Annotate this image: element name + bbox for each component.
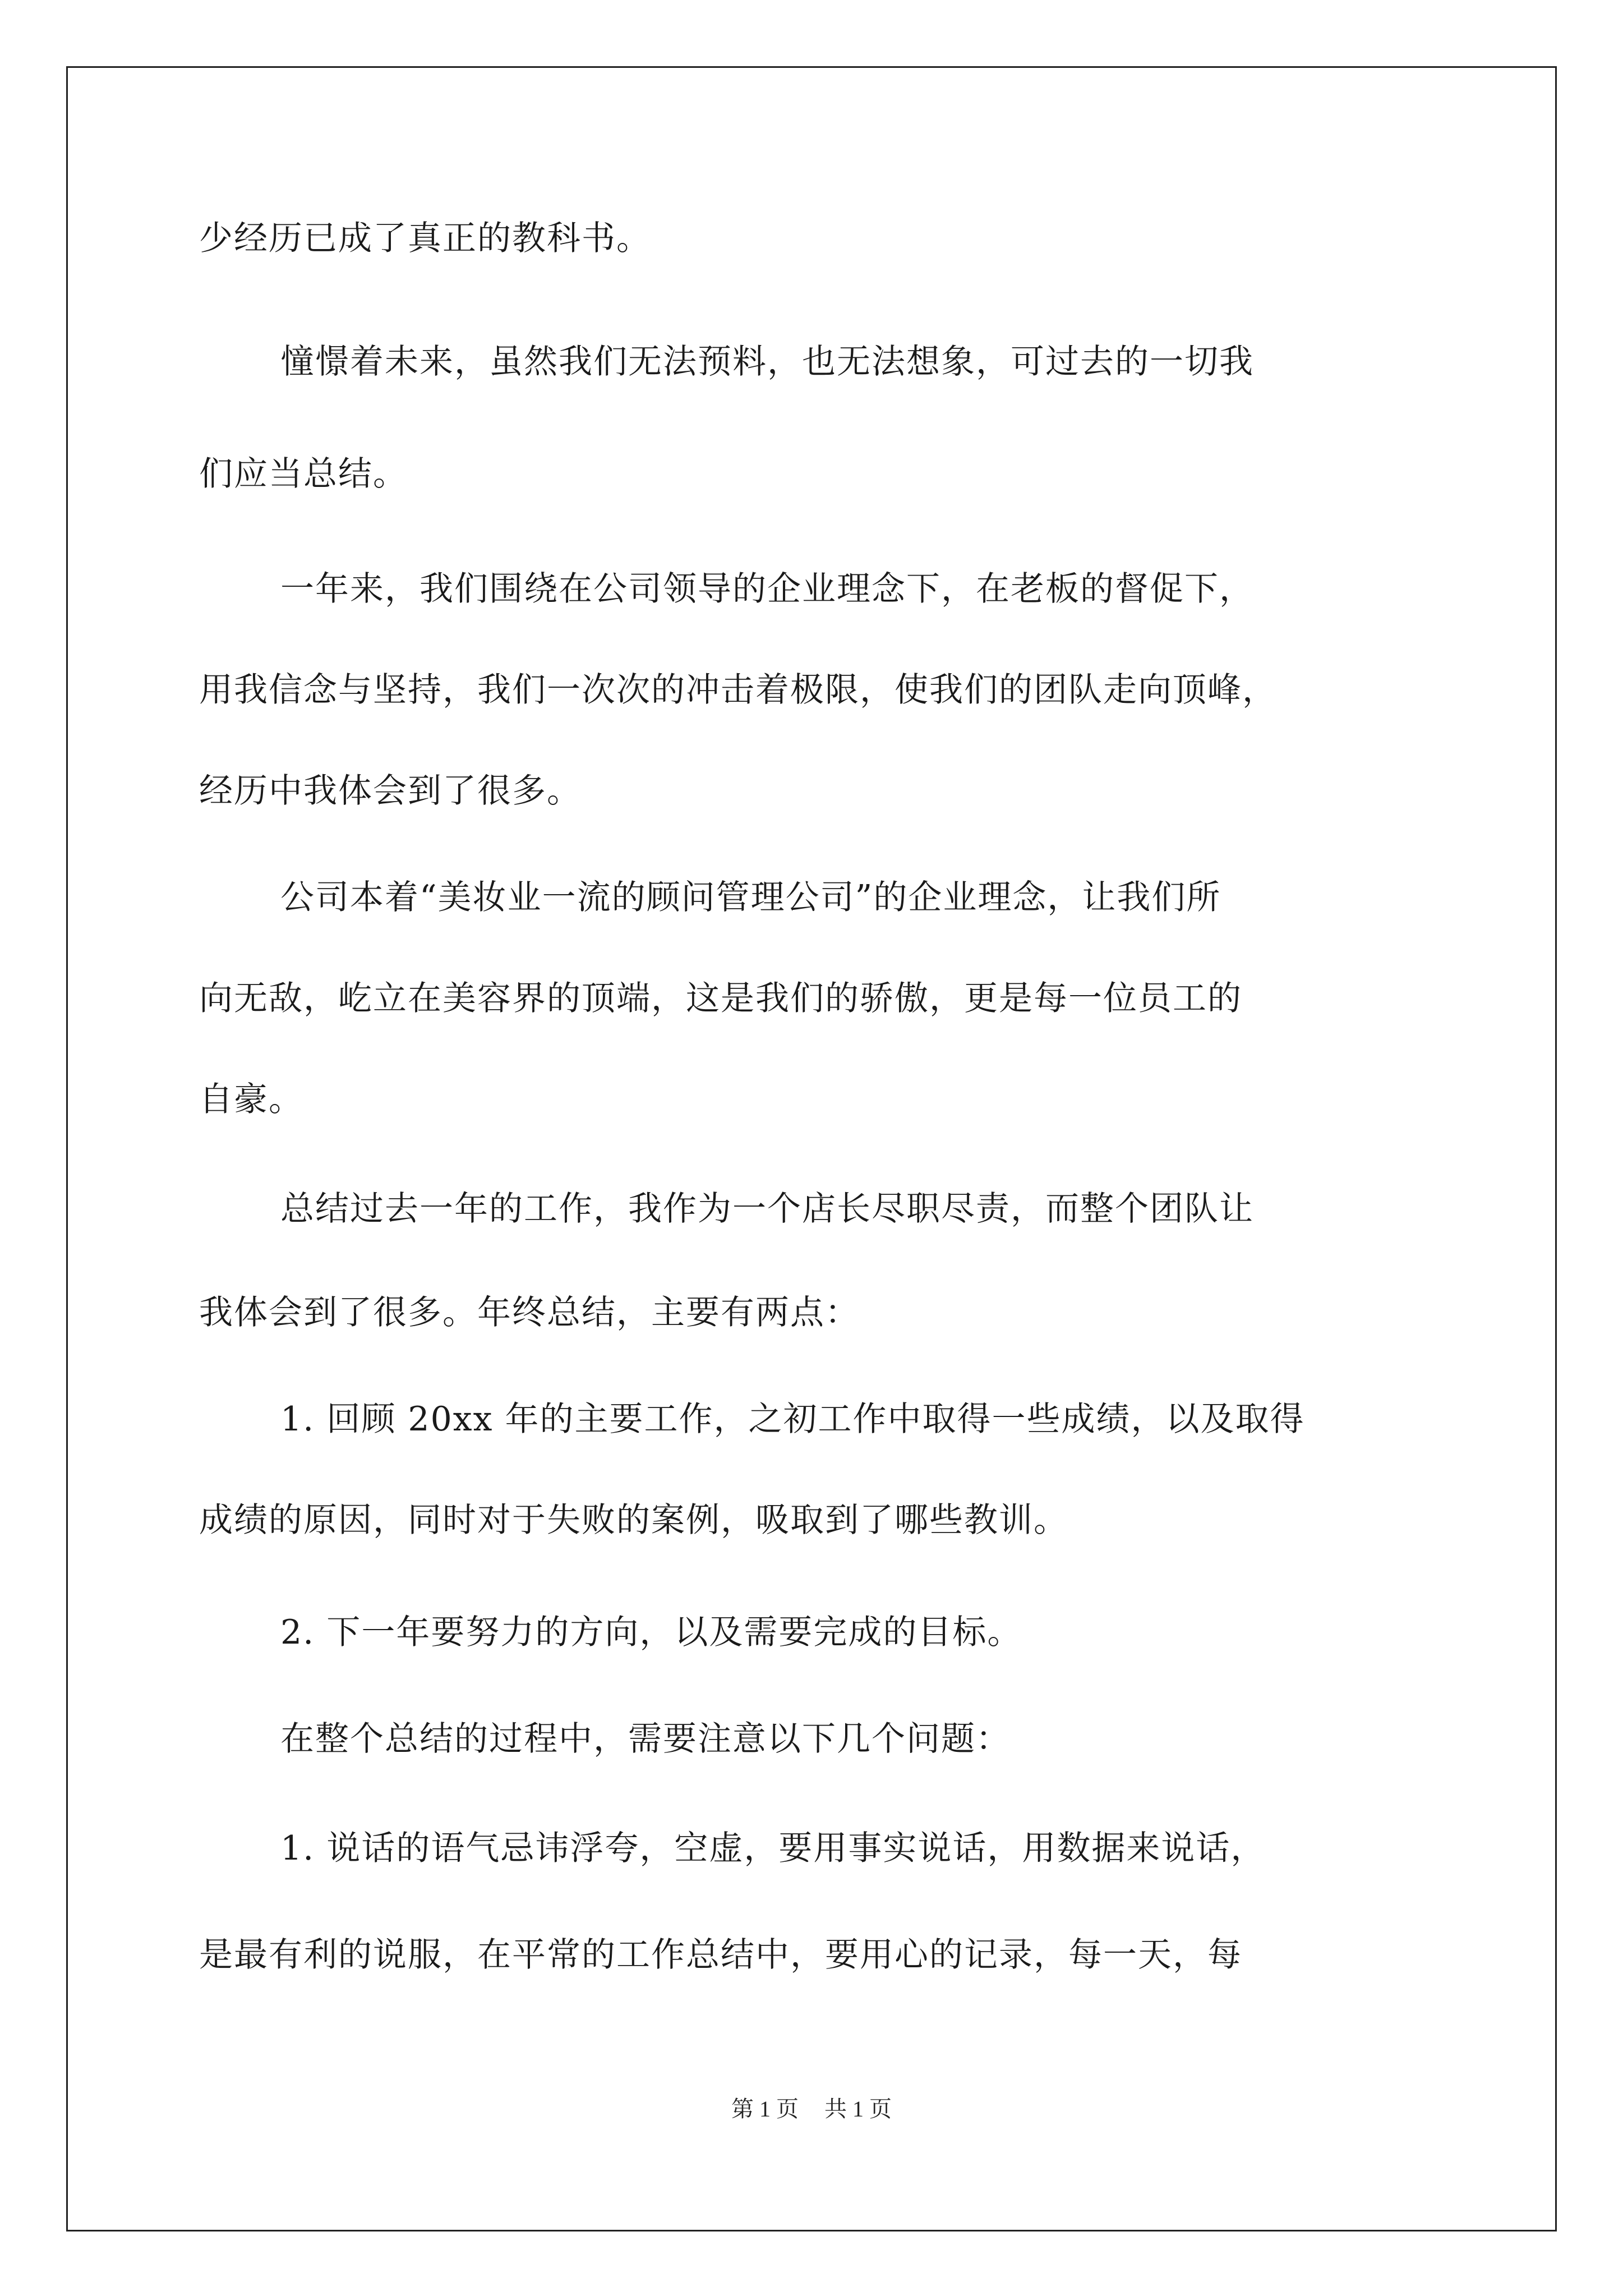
text-line: 憧憬着未来，虽然我们无法预料，也无法想象，可过去的一切我	[280, 342, 1254, 381]
text-line: 少经历已成了真正的教科书。	[199, 219, 651, 258]
text-line: 1. 说话的语气忌讳浮夸，空虚，要用事实说话，用数据来说话，	[280, 1829, 1266, 1868]
text-line: 向无敌，屹立在美容界的顶端，这是我们的骄傲，更是每一位员工的	[199, 979, 1242, 1018]
page-number-total: 共 1 页	[824, 2096, 892, 2122]
text-line: 是最有利的说服，在平常的工作总结中，要用心的记录，每一天，每	[199, 1935, 1242, 1975]
page-border	[66, 66, 1557, 2231]
text-line: 经历中我体会到了很多。	[199, 771, 582, 811]
text-line: 成绩的原因，同时对于失败的案例，吸取到了哪些教训。	[199, 1501, 1068, 1540]
text-line: 在整个总结的过程中，需要注意以下几个问题：	[280, 1719, 1011, 1759]
text-line: 们应当总结。	[199, 454, 408, 494]
text-line: 一年来，我们围绕在公司领导的企业理念下，在老板的督促下，	[280, 569, 1254, 609]
text-line: 我体会到了很多。年终总结，主要有两点：	[199, 1293, 860, 1332]
text-line: 用我信念与坚持，我们一次次的冲击着极限，使我们的团队走向顶峰，	[199, 670, 1277, 710]
text-line: 自豪。	[199, 1080, 303, 1119]
page-number-current: 第 1 页	[731, 2096, 799, 2122]
text-line: 2. 下一年要努力的方向，以及需要完成的目标。	[280, 1613, 1022, 1652]
text-line: 1. 回顾 20xx 年的主要工作，之初工作中取得一些成绩，以及取得	[280, 1400, 1305, 1439]
text-line: 总结过去一年的工作，我作为一个店长尽职尽责，而整个团队让	[280, 1189, 1254, 1228]
page-footer	[0, 2091, 1623, 2123]
text-line: 公司本着“美妆业一流的顾问管理公司”的企业理念，让我们所	[280, 878, 1221, 917]
